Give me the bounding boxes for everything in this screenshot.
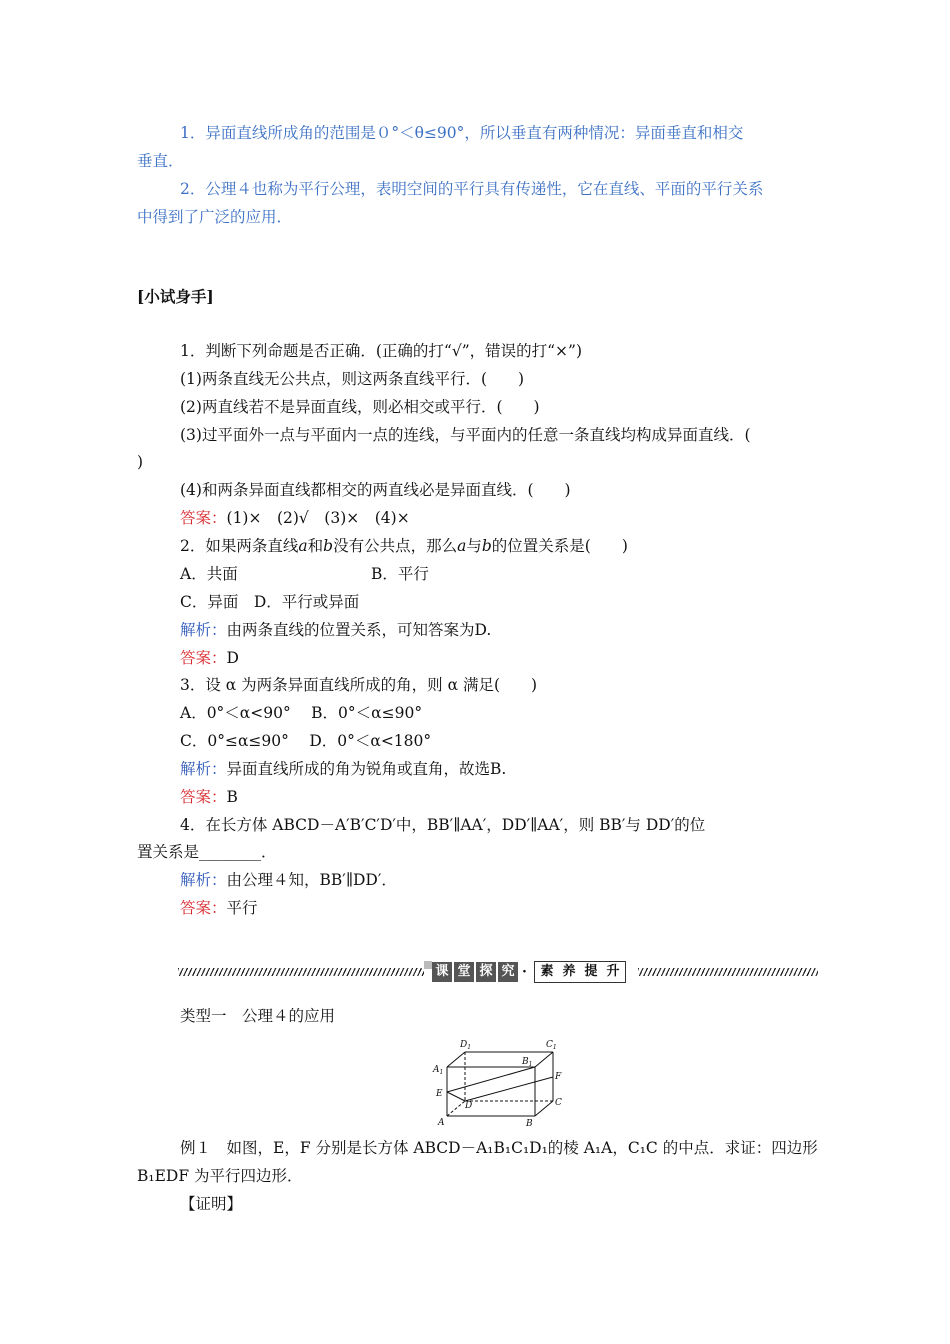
q4-answer [180,897,258,919]
banner-hatch-left [178,968,424,976]
q2-option-a: A．共面 [180,565,238,583]
q4-stem-line-1: 4．在长方体 ABCD－A′B′C′D′中，BB′∥AA′，DD′∥AA′，则 BB′与 DD′的位 [180,816,706,834]
banner-char: 探 [476,962,496,982]
answer-label: 答案： [180,649,227,667]
hidden-edge-ad [447,1101,465,1116]
q3-analysis [180,758,506,780]
edge-bc [535,1101,553,1116]
q1-statement-2: (2)两直线若不是异面直线，则必相交或平行．( ) [180,398,540,416]
edge-a1d1 [447,1052,465,1067]
note-2-line-2: 中得到了广泛的应用． [137,208,293,226]
analysis-label: 解析： [180,871,227,889]
q2-stem-part: 2．如果两条直线 [180,537,299,555]
section-banner [178,961,818,983]
q2-answer [180,647,239,669]
label-a1: $A_1$ [433,1065,444,1076]
answer-text: (1)× (2)√ (3)× (4)× [226,509,410,527]
q3-options-cd: C．0°≤α≤90° D．0°＜α<180° [180,732,432,750]
analysis-text: 异面直线所成的角为锐角或直角，故选B. [226,760,507,778]
label-c1: $C_1$ [546,1040,557,1051]
answer-label: 答案： [180,509,227,527]
q2-var-a: a [457,537,467,555]
label-b: B [526,1119,533,1129]
label-b1: $B_1$ [522,1057,533,1068]
q1-statement-1: (1)两条直线无公共点，则这两条直线平行．( ) [180,370,525,388]
q1-statement-3-cont: ) [137,453,144,471]
q2-stem-part: 没有公共点，那么 [333,537,458,555]
example-line-1: 例１ 如图，E，F 分别是长方体 ABCD－A₁B₁C₁D₁的棱 A₁A，C₁C 的中点．求证：四边形 [180,1139,818,1157]
banner-char: 素 [537,962,557,982]
q2-stem [180,535,628,557]
label-d1: $D_1$ [460,1040,472,1051]
q2-stem-part: 的位置关系是( ) [491,537,628,555]
segment-eb1 [447,1067,535,1092]
note-2-line-1: 2．公理４也称为平行公理，表明空间的平行具有传递性，它在直线、平面的平行关系 [180,180,764,198]
label-f: F [555,1072,562,1082]
section-title: [小试身手] [137,287,214,306]
banner-separator: · [522,964,527,980]
note-1-line-2: 垂直． [137,152,184,170]
analysis-text: 由两条直线的位置关系，可知答案为D. [226,621,492,639]
answer-text: 平行 [226,899,258,917]
q1-statement-4: (4)和两条异面直线都相交的两直线必是异面直线．( ) [180,481,571,499]
banner-char: 升 [603,962,623,982]
q2-var-b: b [323,537,334,555]
banner-corner [424,961,432,969]
banner-char: 堂 [454,962,474,982]
segment-df [465,1077,553,1101]
answer-label: 答案： [180,899,227,917]
answer-text: B [226,788,238,806]
q2-analysis [180,619,491,641]
q3-options-ab: A．0°＜α<90° B．0°＜α≤90° [180,704,423,722]
analysis-label: 解析： [180,760,227,778]
label-a: A [438,1118,445,1128]
q2-var-a: a [298,537,308,555]
answer-text: D [226,649,239,667]
banner-right-tag [534,961,626,983]
label-e: E [436,1089,443,1099]
q1-statement-3: (3)过平面外一点与平面内一点的连线，与平面内的任意一条直线均构成异面直线．( [180,426,751,444]
analysis-label: 解析： [180,621,227,639]
q3-answer [180,786,238,808]
type-heading: 类型一 公理４的应用 [180,1007,336,1025]
label-d: D [465,1101,473,1111]
segment-ed [447,1092,465,1101]
banner-char: 究 [498,962,518,982]
q2-option-cd: C．异面 D．平行或异面 [180,593,360,611]
q2-stem-part: 和 [307,537,324,555]
q4-analysis [180,869,397,891]
answer-label: 答案： [180,788,227,806]
label-c: C [555,1098,562,1108]
q2-var-b: b [481,537,492,555]
q1-stem: 1．判断下列命题是否正确．(正确的打“√”，错误的打“×”) [180,342,583,360]
edge-b1c1 [535,1052,553,1067]
example-line-2: B₁EDF 为平行四边形． [137,1167,303,1185]
q4-stem-line-2: 置关系是________． [137,843,277,861]
q2-option-b: B．平行 [371,565,429,583]
banner-left-tag [432,961,518,983]
note-1-line-1: 1．异面直线所成角的范围是０°＜θ≤90°，所以垂直有两种情况：异面垂直和相交 [180,124,744,142]
cuboid-figure [420,1034,580,1130]
banner-hatch-right [638,968,818,976]
proof-label: 【证明】 [180,1195,243,1213]
banner-char: 提 [581,962,601,982]
banner-char: 养 [559,962,579,982]
q2-stem-part: 与 [466,537,482,555]
q1-answer [180,507,410,529]
q3-stem: 3．设 α 为两条异面直线所成的角，则 α 满足( ) [180,676,538,694]
banner-char: 课 [432,962,452,982]
analysis-text: 由公理４知，BB′∥DD′． [226,871,397,889]
